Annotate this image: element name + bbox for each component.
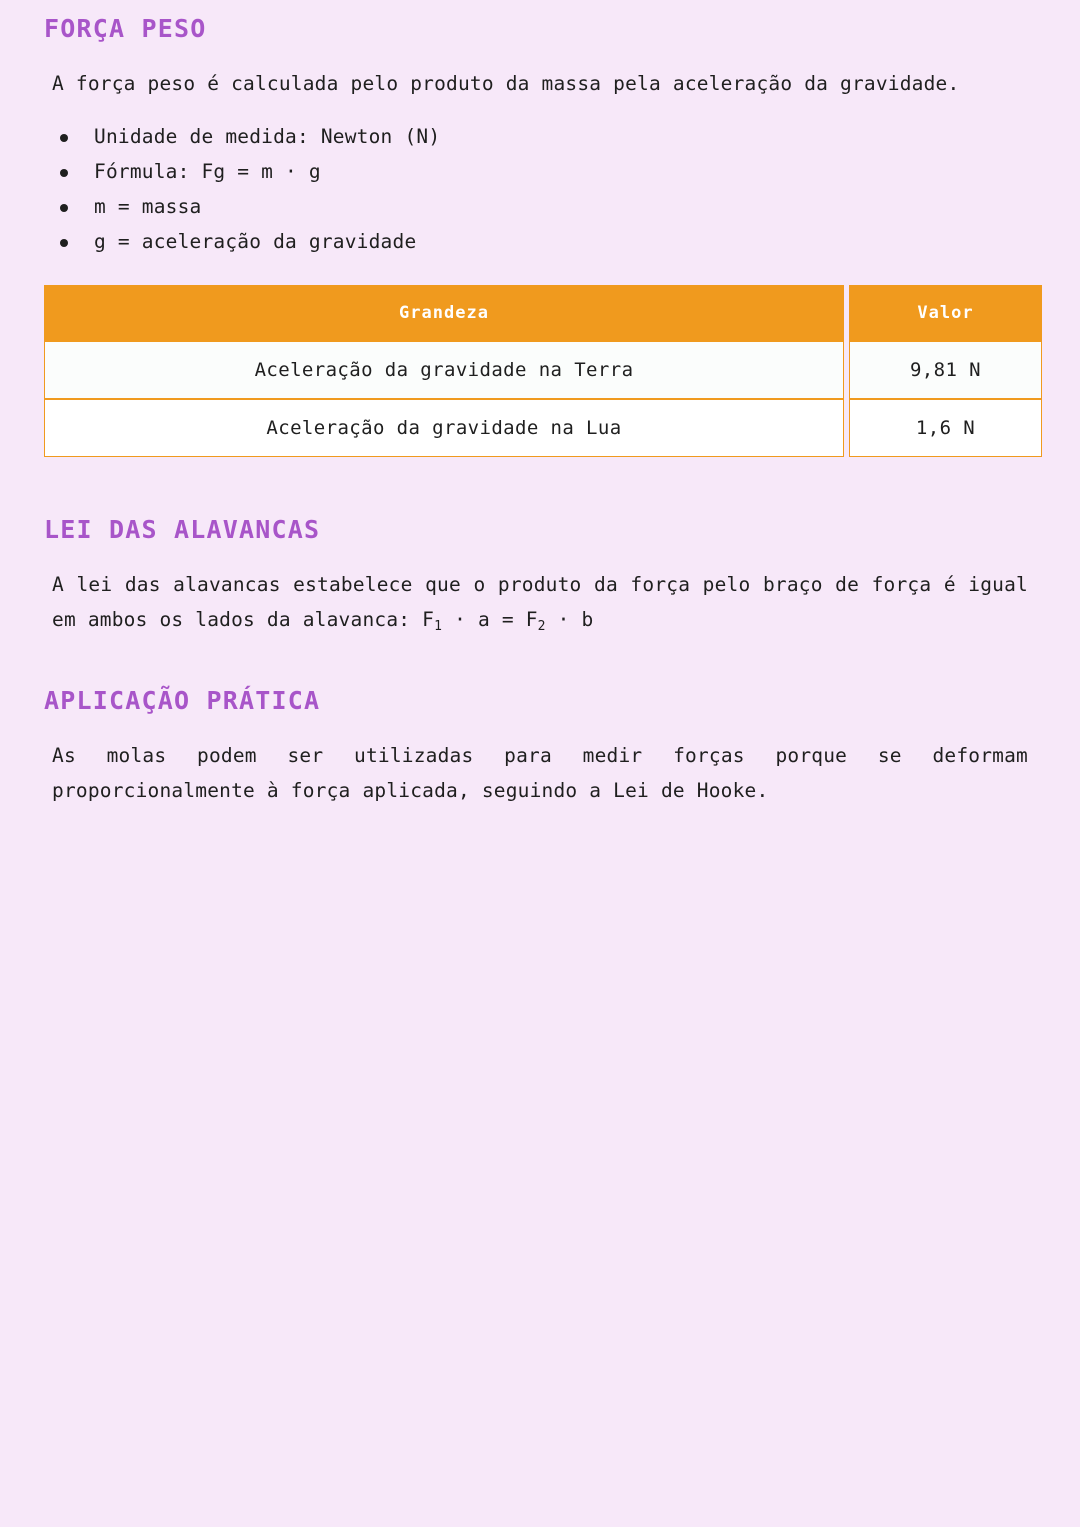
- list-item: Unidade de medida: Newton (N): [52, 119, 1036, 154]
- section-title-aplicacao-pratica: APLICAÇÃO PRÁTICA: [44, 686, 321, 715]
- formula-lei-alavancas: [422, 608, 594, 634]
- list-item: Fórmula: Fg = m · g: [52, 154, 1036, 189]
- table-header-row: [44, 285, 1042, 341]
- table-header-grandeza: Grandeza: [44, 285, 844, 341]
- table-cell-grandeza: Aceleração da gravidade na Terra: [44, 341, 844, 399]
- bullet-list-forca-peso: [44, 119, 1036, 259]
- section-title-forca-peso: FORÇA PESO: [44, 14, 207, 43]
- list-item: m = massa: [52, 189, 1036, 224]
- formula-middle: · a =: [442, 608, 526, 631]
- formula-f2: F: [525, 608, 538, 631]
- section-title-lei-das-alavancas: LEI DAS ALAVANCAS: [44, 515, 321, 544]
- paragraph-lei-das-alavancas: [44, 567, 1036, 640]
- spacer: [44, 457, 1036, 469]
- section-aplicacao-pratica: [44, 686, 1036, 808]
- table-body: [44, 341, 1042, 457]
- table-row: [44, 341, 1042, 399]
- formula-f1: F: [422, 608, 435, 631]
- section-lei-das-alavancas: [44, 515, 1036, 640]
- paragraph-lead-text: A lei das alavancas estabelece que o produto da força pelo braço de força é igual em ambos os lados da alavanca:: [52, 573, 1028, 631]
- table-header-valor: Valor: [849, 285, 1042, 341]
- section-forca-peso: [44, 14, 1036, 469]
- table-header: [44, 285, 1042, 341]
- table-row: [44, 399, 1042, 457]
- table-cell-valor: 9,81 N: [849, 341, 1042, 399]
- paragraph-forca-peso: A força peso é calculada pelo produto da massa pela aceleração da gravidade.: [52, 72, 960, 95]
- gravity-table: [39, 285, 1047, 457]
- formula-f2-subscript: 2: [537, 619, 546, 634]
- table-cell-grandeza: Aceleração da gravidade na Lua: [44, 399, 844, 457]
- list-item: g = aceleração da gravidade: [52, 224, 1036, 259]
- formula-tail: · b: [545, 608, 594, 631]
- paragraph-aplicacao-pratica: As molas podem ser utilizadas para medir forças porque se deformam proporcionalmente à força aplicada, seguindo a Lei de Hooke.: [52, 744, 1028, 802]
- formula-f1-subscript: 1: [434, 619, 443, 634]
- table-cell-valor: 1,6 N: [849, 399, 1042, 457]
